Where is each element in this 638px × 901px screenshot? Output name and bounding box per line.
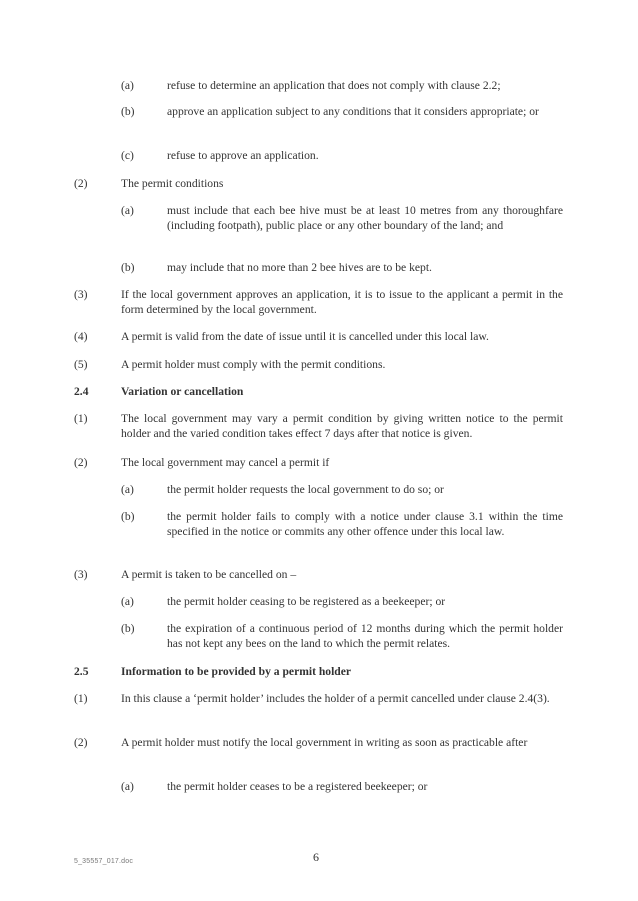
item-number: (c): [121, 149, 134, 162]
item-text: may include that no more than 2 bee hives are to be kept.: [167, 261, 432, 274]
clause-number: (2): [74, 456, 88, 469]
clause-number: (5): [74, 358, 88, 371]
item-number: (a): [121, 204, 134, 217]
item-number: (a): [121, 79, 134, 92]
item-text: the permit holder ceases to be a registered beekeeper; or: [167, 780, 428, 793]
item-number: (b): [121, 261, 135, 274]
file-reference: 5_35557_017.doc: [74, 858, 134, 865]
clause-number: (2): [74, 736, 88, 749]
item-text: approve an application subject to any conditions that it considers appropriate; or: [167, 105, 539, 118]
clause-text: If the local government approves an application, it is to issue to the applicant a permit in the form determined by the local government.: [121, 288, 563, 316]
clause-text: The local government may vary a permit condition by giving written notice to the permit holder and the varied condition takes effect 7 days after that notice is given.: [121, 412, 563, 440]
item-number: (b): [121, 622, 135, 635]
clause-number: (3): [74, 568, 88, 581]
clause-number: (1): [74, 412, 88, 425]
item-number: (a): [121, 780, 134, 793]
clause-text: A permit holder must comply with the permit conditions.: [121, 358, 386, 371]
clause-text: A permit holder must notify the local government in writing as soon as practicable after: [121, 736, 528, 749]
item-number: (a): [121, 483, 134, 496]
item-text: the permit holder ceasing to be registered as a beekeeper; or: [167, 595, 446, 608]
item-text: the permit holder fails to comply with a notice under clause 3.1 within the time specified in the notice or commits any other offence under this local law.: [167, 510, 563, 538]
item-text: refuse to determine an application that does not comply with clause 2.2;: [167, 79, 501, 92]
section-number: 2.5: [74, 665, 89, 678]
clause-text: A permit is taken to be cancelled on –: [121, 568, 297, 581]
item-text: refuse to approve an application.: [167, 149, 319, 162]
clause-number: (3): [74, 288, 88, 301]
clause-text: A permit is valid from the date of issue until it is cancelled under this local law.: [121, 330, 489, 343]
clause-text: The local government may cancel a permit if: [121, 456, 330, 469]
item-number: (b): [121, 105, 135, 118]
item-text: the expiration of a continuous period of 12 months during which the permit holder has not kept any bees on the land to which the permit relates.: [167, 622, 563, 650]
section-title: Information to be provided by a permit holder: [121, 665, 352, 678]
section-title: Variation or cancellation: [121, 385, 244, 398]
page-number: 6: [313, 850, 319, 864]
item-text: must include that each bee hive must be at least 10 metres from any thoroughfare (including footpath), public place or any other boundary of the land; and: [167, 204, 563, 232]
clause-number: (4): [74, 330, 88, 343]
item-number: (a): [121, 595, 134, 608]
clause-number: (1): [74, 692, 88, 705]
section-number: 2.4: [74, 385, 89, 398]
item-text: the permit holder requests the local government to do so; or: [167, 483, 444, 496]
clause-text: In this clause a ‘permit holder’ includes the holder of a permit cancelled under clause 2.4(3).: [121, 692, 550, 705]
item-number: (b): [121, 510, 135, 523]
clause-number: (2): [74, 177, 88, 190]
clause-text: The permit conditions: [121, 177, 224, 190]
